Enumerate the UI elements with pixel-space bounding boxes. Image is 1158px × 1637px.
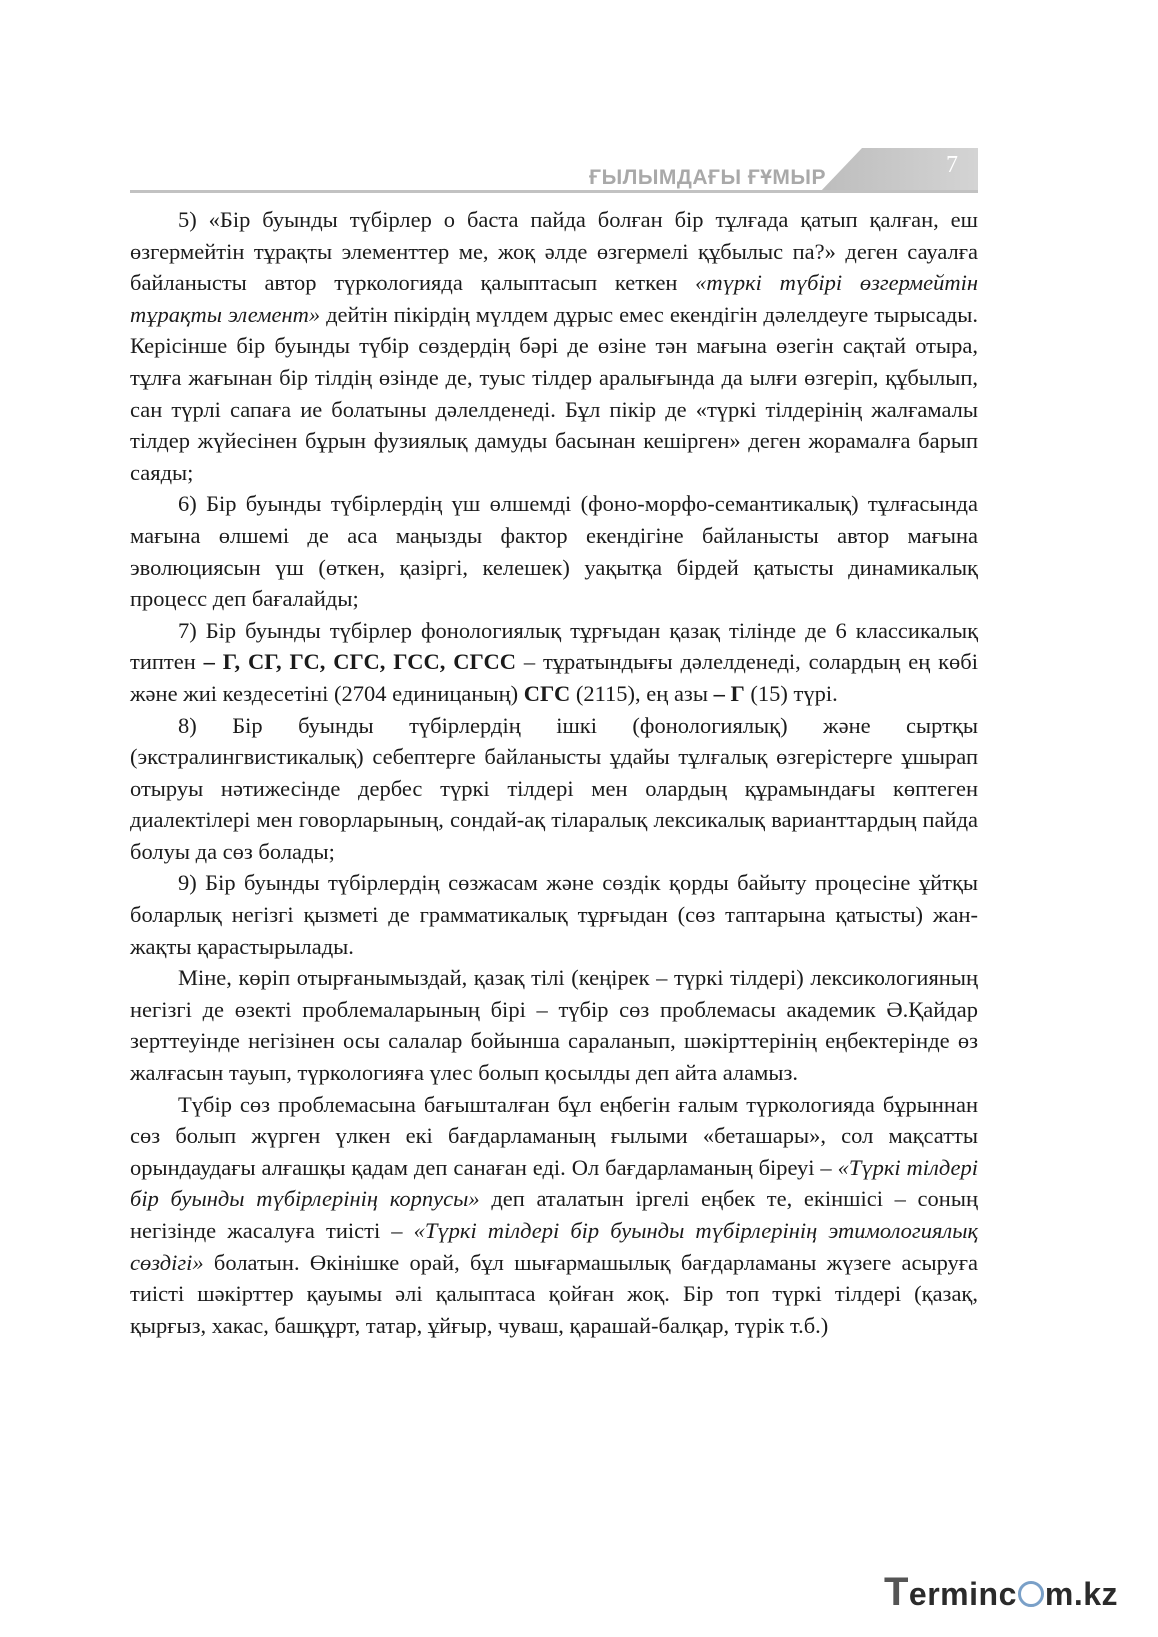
page-number: 7 bbox=[946, 152, 958, 178]
text-run: 8) Бір буынды түбірлердің ішкі (фонологиялық) және сыртқы (экстралингвистикалық) себептерге байланысты ұдайы тұлғалық өзгерістерге ұшырап отыруы нәтижесінде дербес түркі тілдері мен олардың құрамындағы көптеген диалектілері мен говорларының, сондай-ақ тіларалық лексикалық варианттардың пайда болуы да сөз болады; bbox=[130, 712, 978, 864]
italic-quote: «Түркі тілдері бір буынды түбірлерінің корпусы» bbox=[130, 1154, 978, 1212]
paragraph bbox=[130, 710, 978, 868]
text-run: – тұратындығы дәлелденеді, солардың ең көбі және жиі кездесетіні (2704 единицаның) bbox=[130, 649, 978, 706]
body-text bbox=[130, 204, 978, 1341]
running-header bbox=[130, 148, 978, 196]
magnifier-icon bbox=[1018, 1581, 1044, 1607]
watermark-part1: erminc bbox=[908, 1576, 1017, 1612]
watermark-initial: T bbox=[883, 1570, 909, 1614]
text-run: 9) Бір буынды түбірлердің сөзжасам және сөздік қорды байыту процесіне ұйтқы боларлық негізгі қызметі де грамматикалық тұрғыдан (сөз таптарына қатысты) жан-жақты қарастырылады. bbox=[130, 870, 978, 959]
paragraph bbox=[130, 962, 978, 1088]
paragraph bbox=[130, 615, 978, 710]
paragraph bbox=[130, 1089, 978, 1342]
bold-run: – Г bbox=[713, 680, 745, 706]
running-header-title: ҒЫЛЫМДАҒЫ ҒҰМЫР bbox=[589, 166, 826, 189]
text-run: 7) Бір буынды түбірлер фонологиялық тұрғыдан қазақ тілінде де 6 классикалық типтен bbox=[130, 617, 978, 675]
text-run: 6) Бір буынды түбірлердің үш өлшемді (фоно-морфо-семантикалық) тұлғасында мағына өлшемі де аса маңызды фактор екендігіне байланысты автор мағына эволюциясын үш (өткен, қазіргі, келешек) уақытқа бірдей қатысты динамикалық процесс деп бағалайды; bbox=[130, 491, 978, 612]
text-run: деп аталатын іргелі еңбек те, екіншісі – соның негізінде жасалуға тиісті – bbox=[130, 1186, 978, 1243]
text-run: (15) түрі. bbox=[744, 680, 838, 706]
header-rule bbox=[130, 190, 978, 193]
text-run: 5) «Бір буынды түбірлер о баста пайда болған бір тұлғада қатып қалған, еш өзгермейтін тұрақты элементтер ме, жоқ әлде өзгермелі құбылыс па?» деген сауалға байланысты автор түркологияда қалыптасып кеткен bbox=[130, 207, 978, 296]
watermark-logo bbox=[884, 1570, 1118, 1615]
text-run: (2115), ең азы bbox=[570, 680, 714, 706]
bold-run: – Г, СГ, ГС, СГС, ГСС, СГСС bbox=[203, 649, 516, 675]
paragraph bbox=[130, 488, 978, 614]
paragraph bbox=[130, 867, 978, 962]
italic-quote: «Түркі тілдері бір буынды түбірлерінің этимологиялық сөздігі» bbox=[130, 1218, 978, 1275]
paragraph bbox=[130, 204, 978, 488]
text-run: болатын. Өкінішке орай, бұл шығармашылық бағдарламаны жүзеге асыруға тиісті шәкірттер қауымы әлі қалыптаса қойған жоқ. Бір топ түркі тілдері (қазақ, қырғыз, хакас, башқұрт, татар, ұйғыр, чуваш, қарашай-балқар, түрік т.б.) bbox=[130, 1249, 978, 1338]
italic-quote: «түркі түбірі өзгермейтін тұрақты элемент» bbox=[130, 270, 978, 327]
text-run: дейтін пікірдің мүлдем дұрыс емес екендігін дәлелдеуге тырысады. Керісінше бір буынды түбір сөздердің бәрі де өзіне тән мағына өзегін сақтай отыра, тұлға жағынан бір тілдің өзінде де, туыс тілдер аралығында да ылғи өзгеріп, құбылып, сан түрлі сапаға ие болатыны дәлелденеді. Бұл пікір де «түркі тілдерінің жалғамалы тілдер жүйесінен бұрын фузиялық дамуды басынан кешірген» деген жорамалға барып саяды; bbox=[130, 301, 978, 485]
bold-run: СГС bbox=[523, 680, 571, 706]
text-run: Міне, көріп отырғанымыздай, қазақ тілі (кеңірек – түркі тілдері) лексикологияның негізгі де өзекті проблемаларының бірі – түбір сөз проблемасы академик Ә.Қайдар зерттеуінде негізінен осы салалар бойынша сараланып, шәкірттерінің еңбектерінде өз жалғасын тауып, түркологияға үлес болып қосылды деп айта аламыз. bbox=[130, 965, 978, 1086]
watermark-part2: m.kz bbox=[1044, 1576, 1118, 1612]
text-run: Түбір сөз проблемасына бағышталған бұл еңбегін ғалым түркологияда бұрыннан сөз болып жүрген үлкен екі бағдарламаның ғылыми «беташары», сол мақсатты орындаудағы алғашқы қадам деп санаған еді. Ол бағдарламаның біреуі – bbox=[130, 1091, 978, 1180]
